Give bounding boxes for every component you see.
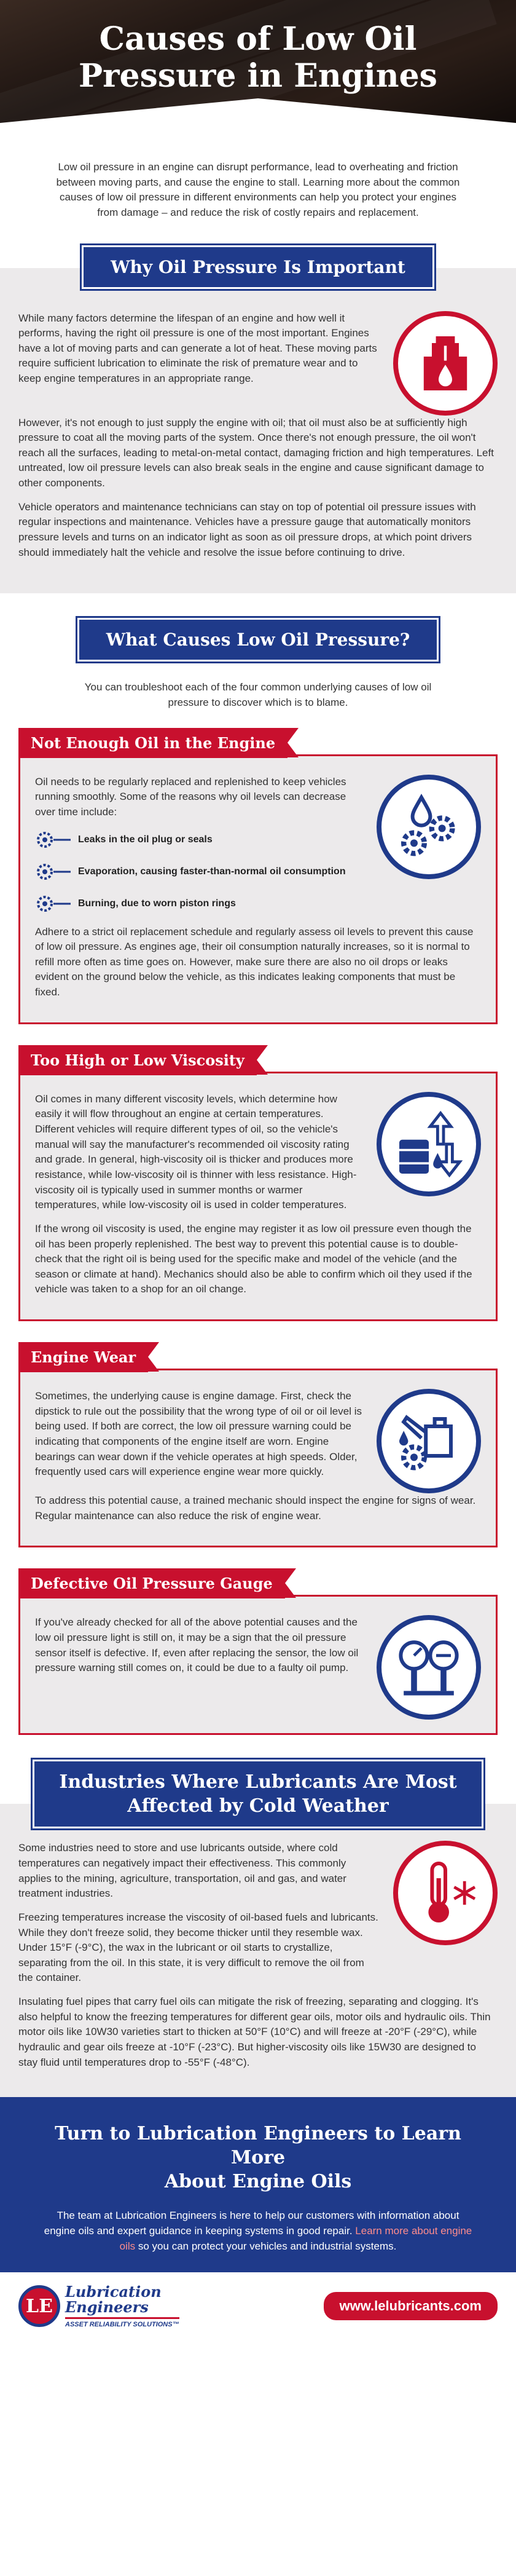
cause-not-enough-oil <box>18 728 498 1024</box>
cause-title: Engine Wear <box>18 1342 148 1372</box>
why-heading: Why Oil Pressure Is Important <box>82 245 434 289</box>
title-line-1: Causes of Low Oil <box>99 20 417 58</box>
cause-viscosity <box>18 1045 498 1321</box>
why-paragraph-1: While many factors determine the lifespan of an engine and how well it performs, having the right oil pressure is one of the most important. Engines have a lot of moving parts and can generate a lot of heat. These moving parts require sufficient lubrication to eliminate the risk of premature wear and to keep engine temperatures in an appropriate range. <box>18 312 377 385</box>
why-paragraph-3: Vehicle operators and maintenance technicians can stay on top of potential oil pressure issues with regular inspections and maintenance. Vehicles have a pressure gauge that automatically monitors pressure levels and turns on an indicator light as soon as oil pressure drops, at which point drivers should immediately halt the vehicle and resolve the issue before continuing to drive. <box>18 500 476 558</box>
gear-drop-icon <box>35 893 72 915</box>
cause-paragraph: Adhere to a strict oil replacement schedule and regularly assess oil levels to prevent this cause of low oil pressure. As engines age, their oil consumption naturally increases, so it is normal to refill more often as time goes on. However, make sure there are also no oil drops or leaks evident on the ground below the vehicle, as this indicates leaking components that must be fixed. <box>35 925 474 998</box>
cause-title: Too High or Low Viscosity <box>18 1045 257 1075</box>
cause-bullet-list <box>35 829 364 915</box>
cause-paragraph: To address this potential cause, a trained mechanic should inspect the engine for signs of wear. Regular maintenance can also reduce the risk of engine wear. <box>35 1495 476 1522</box>
pressure-gauges-icon <box>377 1615 481 1720</box>
list-item: Leaks in the oil plug or seals <box>35 829 364 851</box>
gears-oil-drop-icon <box>377 775 481 879</box>
logo[interactable] <box>18 2284 179 2328</box>
why-paragraph-2: However, it's not enough to just supply the engine with oil; that oil must also be at sufficiently high pressure to coat all the moving parts of the system. Once there's not enough pressure, the oil won't reach all the surfaces, leading to metal-on-metal contact, damaging friction and high temperatures. Left untreated, low oil pressure levels can also break seals in the engine and cause significant damage to other components. <box>18 416 494 489</box>
website-url-button[interactable]: www.lelubricants.com <box>324 2292 498 2320</box>
industries-paragraph-1: Some industries need to store and use lubricants outside, where cold temperatures can negatively impact their effectiveness. This commonly applies to the mining, agriculture, transportation, oil and gas, and water treatment industries. <box>18 1842 346 1900</box>
list-item: Evaporation, causing faster-than-normal oil consumption <box>35 861 364 883</box>
industries-paragraph-3: Insulating fuel pipes that carry fuel oils can mitigate the risk of freezing, separating and clogging. It's also helpful to know the freezing temperatures for different gear oils, motor oils and hydraulic oils. Thin motor oils like 10W30 varieties start to thicken at 50°F (10°C) and will freeze at -20°F (-29°C), while hydraulic and gear oils freeze at -10°F (-23°C). But higher-viscosity oils like 15W30 are designed to stay fluid until temperatures drop to -55°F (-48°C). <box>18 1996 491 2068</box>
causes-heading-wrap <box>0 593 516 668</box>
logo-name-1: Lubrication <box>65 2283 162 2301</box>
learn-more-link[interactable]: Learn more about engine oils <box>119 2224 472 2252</box>
cause-title: Not Enough Oil in the Engine <box>18 728 287 758</box>
causes-intro <box>0 668 516 727</box>
industries-paragraph-2: Freezing temperatures increase the viscosity of oil-based fuels and lubricants. While they don't freeze solid, they become thicker until they resemble wax. Under 15°F (-9°C), the wax in the lubricant or oil starts to crystallize, separating from the oil. In this state, it is very difficult to remove the oil from the container. <box>18 1911 378 1984</box>
gear-drop-icon <box>35 861 72 883</box>
cause-engine-wear <box>18 1342 498 1547</box>
list-item: Burning, due to worn piston rings <box>35 893 364 915</box>
title-line-2: Pressure in Engines <box>79 57 437 95</box>
cta-section <box>0 2097 516 2272</box>
oil-barrel-arrows-icon <box>377 1092 481 1196</box>
industries-heading: Industries Where Lubricants Are Most Affected by Cold Weather <box>33 1760 483 1828</box>
cause-paragraph: Sometimes, the underlying cause is engine damage. First, check the dipstick to rule out the possibility that the wrong type of oil or oil level is being used. If both are correct, the low oil pressure warning could be indicating that components of the engine itself are worn. Engine bearings can wear down if the vehicle operates at high speeds. Older, frequently used cars will experience engine wear more quickly. <box>35 1390 362 1478</box>
cause-paragraph: If the wrong oil viscosity is used, the engine may register it as low oil pressure even though the oil has been properly replenished. The best way to prevent this potential cause is to double-check that the right oil is being used for the specific make and model of the vehicle (and the season or climate at hand). Mechanics should also be able to confirm which oil they used if the vehicle was taken to a shop for an oil change. <box>35 1222 472 1295</box>
causes-heading: What Causes Low Oil Pressure? <box>77 618 439 662</box>
thermometer-snowflake-icon <box>393 1841 498 1945</box>
cause-defective-gauge <box>18 1568 498 1735</box>
cause-paragraph: If you've already checked for all of the above potential causes and the low oil pressure light is still on, it may be a sign that the oil pressure sensor itself is defective. If, even after replacing the sensor, the low oil pressure warning still comes on, it could be due to a faulty oil pump. <box>35 1616 359 1674</box>
page-title <box>0 0 516 95</box>
industries-section <box>0 1804 516 2097</box>
intro-text: Low oil pressure in an engine can disrupt performance, lead to overheating and friction between moving parts, and cause the engine to stall. Learning more about the common causes of low oil pressure in different environments can help you protect your engines from damage – and reduce the risk of costly repairs and replacement. <box>56 161 460 218</box>
cta-text: The team at Lubrication Engineers is here to help our customers with information about engine oils and expert guidance in keeping systems in good repair. Learn more about engine oils so you can protect your vehicles and industrial systems. <box>44 2210 472 2252</box>
oil-can-gear-icon <box>377 1389 481 1493</box>
why-heading-wrap <box>0 245 516 289</box>
intro <box>0 123 516 245</box>
logo-tagline: ASSET RELIABILITY SOLUTIONS™ <box>65 2317 179 2328</box>
footer <box>0 2272 516 2340</box>
logo-mark: LE <box>18 2285 60 2327</box>
cause-paragraph: Oil comes in many different viscosity levels, which determine how easily it will flow throughout an engine at certain temperatures. Different vehicles will require different types of oil, so the vehicle's manual will say the manufacturer's recommended oil viscosity rating and grade. In general, high-viscosity oil is thicker and produces more resistance, while low-viscosity oil is thinner with less resistance. High-viscosity oil is typically used in summer months or warmer temperatures, while low-viscosity oil is used in colder temperatures. <box>35 1092 357 1211</box>
industries-heading-wrap <box>0 1760 516 1828</box>
causes-intro-text: You can troubleshoot each of the four common underlying causes of low oil pressure to discover which is to blame. <box>84 681 432 708</box>
logo-name-2: Engineers <box>65 2298 149 2317</box>
cta-heading: Turn to Lubrication Engineers to Learn More About Engine Oils <box>55 2123 461 2193</box>
why-section <box>0 268 516 594</box>
gear-drop-icon <box>35 829 72 851</box>
cause-title: Defective Oil Pressure Gauge <box>18 1568 285 1598</box>
oil-can-icon <box>393 311 498 416</box>
hero <box>0 0 516 123</box>
cause-paragraph: Oil needs to be regularly replaced and replenished to keep vehicles running smoothly. Some of the reasons why oil levels can decrease over time include: <box>35 775 346 818</box>
